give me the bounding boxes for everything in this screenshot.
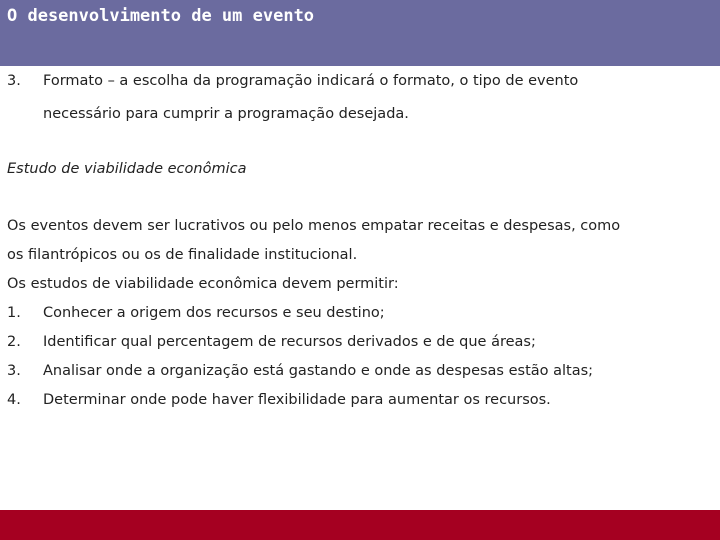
paragraph-line: os filantrópicos ou os de finalidade institucional. xyxy=(7,247,358,263)
item-number: 3. xyxy=(7,73,21,89)
title-bar xyxy=(0,0,720,66)
list-number: 1. xyxy=(7,305,21,321)
footer-bar xyxy=(0,510,720,540)
item-text-line2: necessário para cumprir a programação desejada. xyxy=(43,106,409,122)
list-text: Identificar qual percentagem de recursos derivados e de que áreas; xyxy=(43,334,536,350)
list-text: Determinar onde pode haver flexibilidade para aumentar os recursos. xyxy=(43,392,551,408)
slide-title: O desenvolvimento de um evento xyxy=(7,6,315,26)
list-number: 2. xyxy=(7,334,21,350)
list-text: Conhecer a origem dos recursos e seu destino; xyxy=(43,305,385,321)
list-number: 4. xyxy=(7,392,21,408)
section-heading: Estudo de viabilidade econômica xyxy=(7,161,247,177)
item-text-line1: Formato – a escolha da programação indicará o formato, o tipo de evento xyxy=(43,73,579,89)
paragraph-intro: Os estudos de viabilidade econômica devem permitir: xyxy=(7,276,399,292)
list-number: 3. xyxy=(7,363,21,379)
paragraph-line: Os eventos devem ser lucrativos ou pelo menos empatar receitas e despesas, como xyxy=(7,218,621,234)
list-text: Analisar onde a organização está gastando e onde as despesas estão altas; xyxy=(43,363,594,379)
